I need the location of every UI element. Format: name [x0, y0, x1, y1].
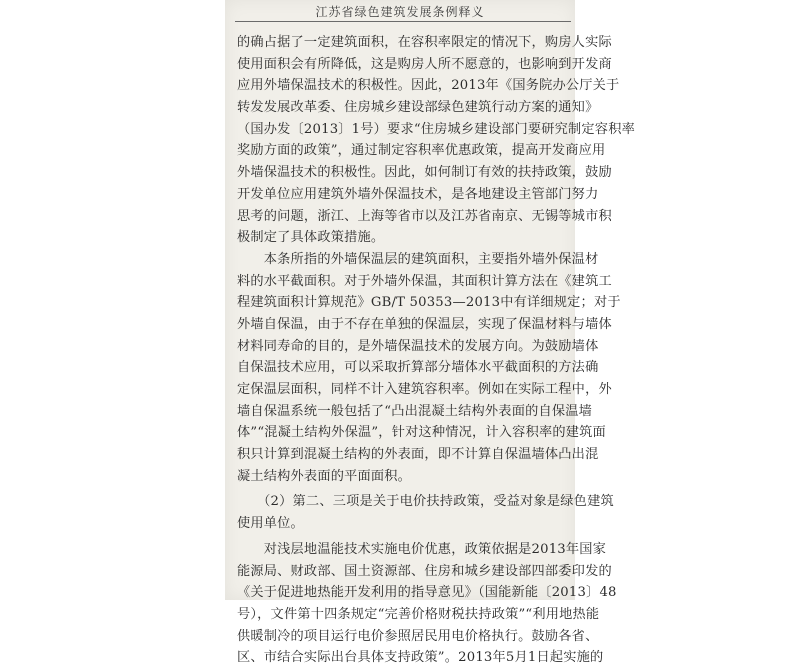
- running-title: 江苏省绿色建筑发展条例释义: [315, 5, 485, 19]
- text-line: 对浅层地温能技术实施电价优惠，政策依据是2013年国家: [237, 541, 607, 557]
- text-line: 思考的问题，浙江、上海等省市以及江苏省南京、无锡等城市积: [237, 208, 612, 224]
- text-line: 开发单位应用建筑外墙外保温技术，是各地建设主管部门努力: [237, 186, 599, 202]
- text-line: 的确占据了一定建筑面积，在容积率限定的情况下，购房人实际: [237, 35, 612, 50]
- text-line: 程建筑面积计算规范》GB/T 50353—2013中有详细规定；对于: [237, 295, 621, 311]
- text-line: 料的水平截面积。对于外墙外保温，其面积计算方法在《建筑工: [237, 273, 612, 289]
- text-line: 号），文件第十四条规定“完善价格财税扶持政策”“利用地热能: [237, 606, 600, 622]
- text-line: 积只计算到混凝土结构的外表面，即不计算自保温墙体凸出混: [237, 447, 599, 463]
- text-line: 能源局、财政部、国土资源部、住房和城乡建设部四部委印发的: [237, 563, 612, 579]
- book-page: [225, 0, 635, 666]
- paragraph: [237, 539, 617, 669]
- text-line: 墙自保温系统一般包括了“凸出混凝土结构外表面的自保温墙: [237, 403, 593, 419]
- text-line: 转发发展改革委、住房城乡建设部绿色建筑行动方案的通知》: [237, 100, 599, 116]
- text-line: 使用面积会有所降低，这是购房人所不愿意的，也影响到开发商: [237, 56, 612, 72]
- text-line: 极制定了具体政策措施。: [237, 230, 385, 246]
- header-rule: [235, 21, 571, 22]
- text-line: 外墙保温技术的积极性。因此，如何制订有效的扶持政策，鼓励: [237, 165, 612, 181]
- text-line: 凝土结构外表面的平面面积。: [237, 468, 412, 484]
- text-line: （2）第二、三项是关于电价扶持政策，受益对象是绿色建筑: [237, 494, 614, 510]
- text-line: 材料同寿命的目的，是外墙保温技术的发展方向。为鼓励墙体: [237, 338, 599, 354]
- text-line: 奖励方面的政策”，通过制定容积率优惠政策，提高开发商应用: [237, 143, 606, 159]
- text-line: 应用外墙保温技术的积极性。因此，2013年《国务院办公厅关于: [237, 78, 620, 94]
- text-line: 供暖制冷的项目运行电价参照居民用电价格执行。鼓励各省、: [237, 628, 599, 644]
- text-line: 使用单位。: [237, 516, 304, 532]
- text-line: 《关于促进地热能开发利用的指导意见》（国能新能〔2013〕48: [237, 585, 617, 601]
- paragraph: [237, 491, 614, 534]
- paragraph: [237, 249, 621, 488]
- text-line: 区、市结合实际出台具体支持政策”。2013年5月1日起实施的: [237, 650, 604, 666]
- page-body: [237, 32, 635, 669]
- text-line: 定保温层面积，同样不计入建筑容积率。例如在实际工程中，外: [237, 382, 612, 397]
- text-line: 自保温技术应用，可以采取折算部分墙体水平截面积的方法确: [237, 360, 599, 376]
- text-line: 外墙自保温，由于不存在单独的保温层，实现了保温材料与墙体: [237, 316, 612, 332]
- text-line: （国办发〔2013〕1号）要求“住房城乡建设部门要研究制定容积率: [237, 121, 635, 137]
- text-line: 体”“混凝土结构外保温”，针对这种情况，计入容积率的建筑面: [237, 425, 606, 441]
- paragraph: [237, 32, 635, 249]
- text-line: 本条所指的外墙保温层的建筑面积，主要指外墙外保温材: [237, 251, 599, 267]
